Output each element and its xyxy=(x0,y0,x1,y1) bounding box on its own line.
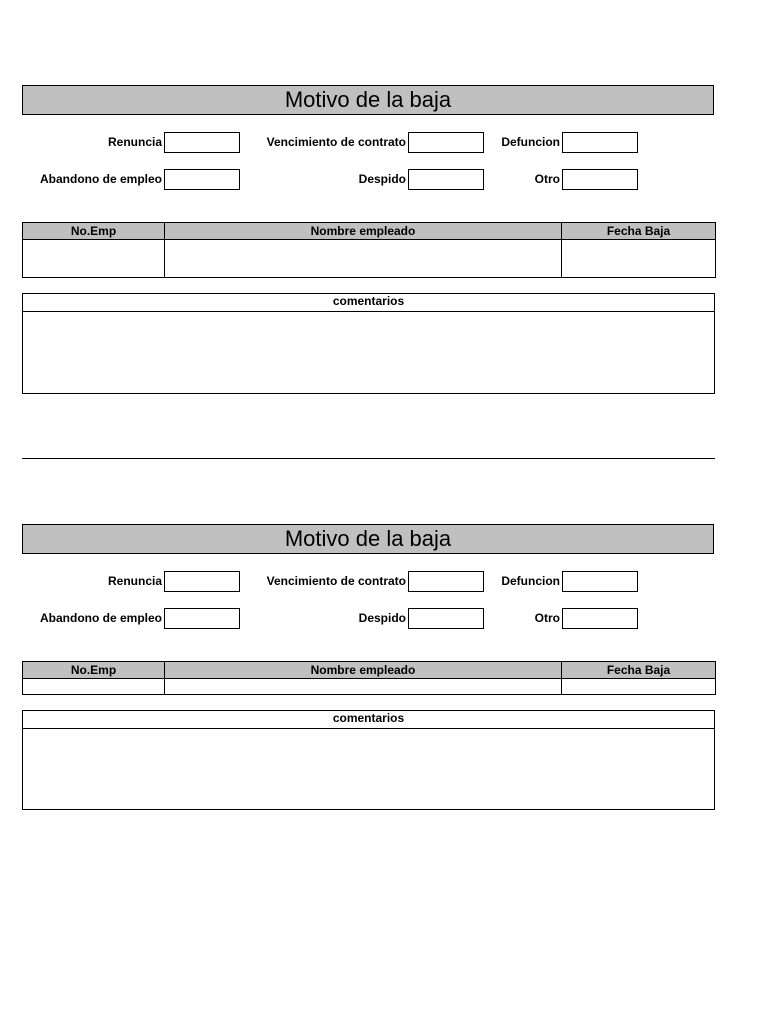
comentarios-header: comentarios xyxy=(23,294,714,312)
despido-field[interactable] xyxy=(408,169,484,190)
otro-label: Otro xyxy=(534,611,560,625)
renuncia-field[interactable] xyxy=(164,571,240,592)
comentarios-area[interactable] xyxy=(23,729,714,810)
vencimiento-label: Vencimiento de contrato xyxy=(266,574,406,588)
abandono-field[interactable] xyxy=(164,608,240,629)
col-fecha-baja: Fecha Baja xyxy=(562,223,716,240)
vencimiento-label: Vencimiento de contrato xyxy=(266,135,406,149)
renuncia-label: Renuncia xyxy=(107,574,162,588)
no-emp-cell[interactable] xyxy=(23,679,165,695)
abandono-label: Abandono de empleo xyxy=(39,172,162,186)
employee-table xyxy=(22,222,716,278)
form-title: Motivo de la baja xyxy=(22,524,714,554)
defuncion-label: Defuncion xyxy=(501,574,560,588)
table-row xyxy=(23,240,716,278)
abandono-field[interactable] xyxy=(164,169,240,190)
comentarios-box xyxy=(22,710,715,810)
otro-field[interactable] xyxy=(562,608,638,629)
otro-label: Otro xyxy=(534,172,560,186)
nombre-cell[interactable] xyxy=(165,679,562,695)
comentarios-box xyxy=(22,293,715,394)
employee-table xyxy=(22,661,716,695)
nombre-cell[interactable] xyxy=(165,240,562,278)
col-no-emp: No.Emp xyxy=(23,662,165,679)
form-title: Motivo de la baja xyxy=(22,85,714,115)
abandono-label: Abandono de empleo xyxy=(39,611,162,625)
fecha-cell[interactable] xyxy=(562,679,716,695)
vencimiento-field[interactable] xyxy=(408,132,484,153)
despido-label: Despido xyxy=(358,172,406,186)
despido-field[interactable] xyxy=(408,608,484,629)
defuncion-field[interactable] xyxy=(562,132,638,153)
renuncia-label: Renuncia xyxy=(107,135,162,149)
renuncia-field[interactable] xyxy=(164,132,240,153)
despido-label: Despido xyxy=(358,611,406,625)
comentarios-area[interactable] xyxy=(23,312,714,394)
col-fecha-baja: Fecha Baja xyxy=(562,662,716,679)
otro-field[interactable] xyxy=(562,169,638,190)
col-no-emp: No.Emp xyxy=(23,223,165,240)
no-emp-cell[interactable] xyxy=(23,240,165,278)
col-nombre-empleado: Nombre empleado xyxy=(165,223,562,240)
defuncion-field[interactable] xyxy=(562,571,638,592)
defuncion-label: Defuncion xyxy=(501,135,560,149)
col-nombre-empleado: Nombre empleado xyxy=(165,662,562,679)
fecha-cell[interactable] xyxy=(562,240,716,278)
vencimiento-field[interactable] xyxy=(408,571,484,592)
comentarios-header: comentarios xyxy=(23,711,714,729)
table-row xyxy=(23,679,716,695)
section-divider xyxy=(22,458,715,459)
